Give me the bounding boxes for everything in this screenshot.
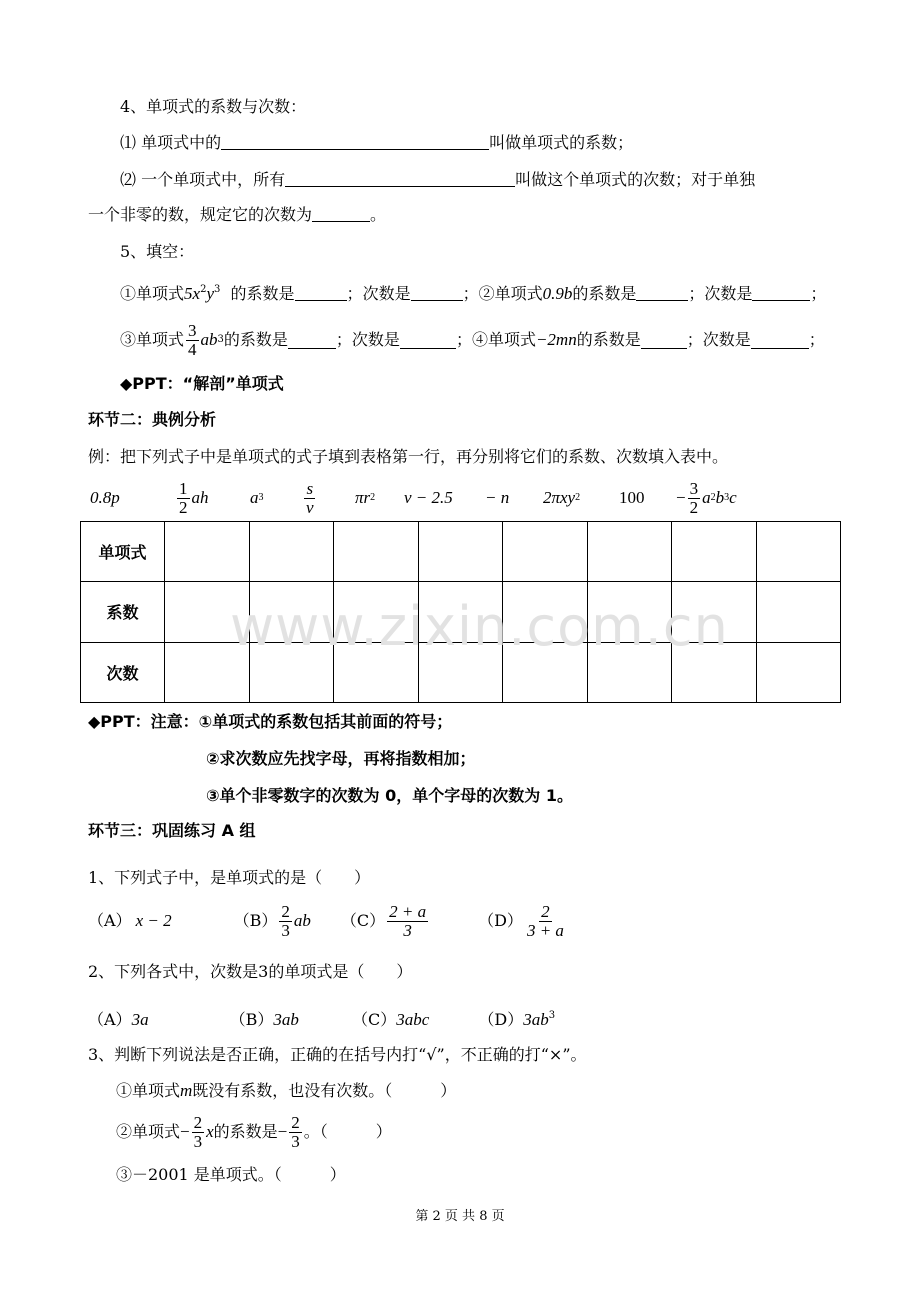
- ppt-note-2: ②求次数应先找字母，再将指数相加；: [206, 749, 476, 768]
- page-footer: 第 2 页 共 8 页: [415, 1209, 505, 1224]
- s4-p2: [120, 168, 755, 192]
- q4-coef-label: 的系数是: [576, 330, 641, 349]
- expr-neg-three-halves: − $\frac{3}{2}$ a 2 b 3 c: [676, 478, 737, 517]
- den: 3: [291, 1131, 300, 1151]
- expr-pi-r-squared: πr 2: [355, 488, 376, 507]
- table-cell[interactable]: [249, 522, 334, 582]
- q3-stem: 3、判断下列说法是否正确，正确的在括号内打“√”，不正确的打“×”。: [88, 1045, 587, 1064]
- q3-fraction: [186, 322, 199, 359]
- q1-pre: ①单项式: [120, 284, 185, 303]
- blank-q3-coef[interactable]: [288, 332, 336, 349]
- row-header-coefficient: 系数: [81, 582, 165, 642]
- math: 3a: [131, 1010, 149, 1029]
- num: 2: [193, 1112, 203, 1132]
- q1-options: [88, 898, 568, 944]
- it: a: [250, 488, 259, 507]
- q2-options: [88, 1008, 555, 1032]
- sec3-title: 环节三：巩固练习 A 组: [88, 821, 256, 840]
- q1-exp2: 3: [213, 284, 221, 295]
- expr-v-minus-2.5: v − 2.5: [404, 488, 453, 507]
- sep: ；: [346, 284, 363, 303]
- sep: ；: [335, 330, 352, 349]
- ppt-note-3: ③单个非零数字的次数为 0，单个字母的次数为 1。: [206, 786, 573, 805]
- row-header-degree: 次数: [81, 642, 165, 702]
- s4-p2-end: 。: [370, 205, 387, 224]
- it: ah: [191, 488, 209, 507]
- blank-q2-coef[interactable]: [636, 284, 688, 301]
- text: −: [676, 488, 686, 507]
- num: 3: [188, 320, 197, 340]
- q3-item-2: [116, 1110, 392, 1154]
- num: 2 + a: [389, 901, 427, 921]
- q2-option-c[interactable]: （C）: [352, 1010, 397, 1029]
- table-cell[interactable]: [756, 522, 841, 582]
- s5-q3: ③单项式 $\frac{3}{4}$ ab 3 的系数是 ； 次数是 ；④单项式 −2mn 的系数是 ； 次数是 ；: [120, 320, 825, 359]
- frac: [192, 1114, 205, 1151]
- frac: [525, 903, 566, 940]
- sep: ；: [688, 284, 705, 303]
- q1-coef-label: 的系数是: [230, 284, 295, 303]
- blank-q4-degree[interactable]: [751, 332, 809, 349]
- blank-q2-degree[interactable]: [752, 284, 810, 301]
- q1-degree-label: 次数是: [362, 284, 411, 303]
- s4-p2-cont: [88, 203, 386, 227]
- math: 3abc: [396, 1010, 430, 1029]
- text: 既没有系数，也没有次数。（ ）: [192, 1081, 457, 1100]
- num: 1: [179, 478, 188, 498]
- table-cell[interactable]: [672, 522, 757, 582]
- num: s: [306, 478, 314, 498]
- expr-100: 100: [619, 488, 645, 507]
- q3-degree-label: 次数是: [351, 330, 400, 349]
- s4-p1-pre: ⑴ 单项式中的: [120, 133, 222, 152]
- q3-item-1: [116, 1079, 456, 1103]
- q4-degree-label: 次数是: [702, 330, 751, 349]
- frac: [688, 480, 701, 517]
- den: 3: [193, 1131, 203, 1151]
- frac: [304, 480, 316, 517]
- table-cell[interactable]: [756, 642, 841, 702]
- expr-a-cubed: a 3: [250, 488, 264, 507]
- sep: ；: [686, 330, 703, 349]
- s4-title: 4、单项式的系数与次数：: [120, 97, 307, 116]
- expr-2pixy2: 2πxy 2: [543, 488, 581, 507]
- table-cell[interactable]: [165, 522, 250, 582]
- table-cell[interactable]: [334, 522, 419, 582]
- q2-option-a[interactable]: （A）: [88, 1010, 132, 1029]
- q1-expr: 5x: [184, 284, 201, 303]
- text: 。（ ）: [303, 1122, 392, 1141]
- it: πr: [355, 488, 371, 507]
- q3-item-3: ③－2001 是单项式。（ ）: [116, 1165, 346, 1184]
- q2-pre: ；②单项式: [462, 284, 543, 303]
- q4-expr: −2mn: [535, 330, 577, 349]
- q2-stem: 2、下列各式中，次数是3的单项式是（ ）: [88, 962, 413, 981]
- blank-q3-degree[interactable]: [400, 332, 456, 349]
- end: ；: [808, 330, 825, 349]
- table-cell[interactable]: [418, 522, 503, 582]
- text: 的系数是: [213, 1122, 278, 1141]
- q1-exp1: 2: [200, 284, 207, 295]
- s4-p2-post: 叫做这个单项式的次数；对于单独: [515, 170, 756, 189]
- text: ②单项式: [116, 1122, 181, 1141]
- blank-q1-degree[interactable]: [411, 284, 463, 301]
- ppt-note-head: ◆PPT：注意：①单项式的系数包括其前面的符号；: [88, 712, 453, 731]
- math: m: [180, 1081, 193, 1100]
- num: 2: [281, 901, 290, 921]
- math: x − 2: [135, 911, 172, 930]
- den: 4: [188, 339, 197, 359]
- it: a: [702, 488, 711, 507]
- q1-stem: 1、下列式子中，是单项式的是（ ）: [88, 868, 371, 887]
- blank-coefficient-def[interactable]: [221, 133, 489, 150]
- s4-p2-cont-text: 一个非零的数，规定它的次数为: [88, 205, 313, 224]
- num: 2: [291, 1112, 300, 1132]
- q1-var: y: [206, 284, 214, 303]
- den: v: [306, 497, 314, 517]
- end: ；: [810, 284, 827, 303]
- frac: [177, 480, 190, 517]
- s4-p1: [120, 131, 633, 155]
- frac: [289, 1114, 302, 1151]
- expr-0.8p: 0.8p: [90, 488, 120, 507]
- blank-q1-coef[interactable]: [295, 284, 347, 301]
- blank-constant-degree[interactable]: [312, 205, 370, 222]
- q2-expr: 0.9b: [542, 284, 573, 303]
- q2-option-d[interactable]: （D）: [478, 1010, 524, 1029]
- table-cell[interactable]: [503, 522, 588, 582]
- it: b: [715, 488, 725, 507]
- it: 2πxy: [543, 488, 576, 507]
- q1-option-b[interactable]: （B）: [233, 911, 278, 930]
- ppt-dissect: ◆PPT：“解剖”单项式: [120, 374, 284, 393]
- expr-s-over-v: [302, 478, 318, 518]
- frac: [387, 903, 428, 940]
- math: ab: [293, 911, 311, 930]
- blank-q4-coef[interactable]: [641, 332, 687, 349]
- q1-option-d[interactable]: （D）: [478, 911, 523, 930]
- q3-coef-label: 的系数是: [223, 330, 288, 349]
- num: 2: [541, 901, 550, 921]
- text: ①单项式: [116, 1081, 181, 1100]
- frac: [279, 903, 292, 940]
- s4-p2-pre: ⑵ 一个单项式中，所有: [120, 170, 286, 189]
- table-cell[interactable]: [756, 582, 841, 642]
- s4-p1-post: 叫做单项式的系数；: [489, 133, 634, 152]
- expr-half-ah: [175, 478, 209, 518]
- den: 3 + a: [526, 920, 564, 940]
- sec2-title: 环节二：典例分析: [88, 410, 217, 429]
- it: c: [729, 488, 737, 507]
- expr-minus-n: − n: [485, 488, 510, 507]
- den: 2: [179, 497, 188, 517]
- num: 3: [689, 478, 699, 498]
- sup: 3: [548, 1010, 556, 1021]
- sec2-example: 例：把下列式子中是单项式的式子填到表格第一行，再分别将它们的系数、次数填入表中。: [88, 447, 729, 466]
- blank-degree-def[interactable]: [285, 170, 515, 187]
- math: x: [206, 1122, 214, 1141]
- q2-option-b[interactable]: （B）: [229, 1010, 274, 1029]
- den: 3: [403, 920, 412, 940]
- row-header-monomial: 单项式: [81, 522, 165, 582]
- q2-degree-label: 次数是: [704, 284, 753, 303]
- q2-coef-label: 的系数是: [572, 284, 637, 303]
- watermark: www.zixin.com.cn: [230, 595, 729, 658]
- q1-option-a[interactable]: （A）: [88, 911, 132, 930]
- q4-pre: ；④单项式: [455, 330, 536, 349]
- math: −: [277, 1122, 288, 1141]
- table-cell[interactable]: [587, 522, 672, 582]
- q3-var: ab: [200, 330, 218, 349]
- math: 3ab: [273, 1010, 299, 1029]
- den: 2: [689, 497, 699, 517]
- math: 3ab: [523, 1010, 549, 1029]
- s5-title: 5、填空：: [120, 242, 195, 261]
- q1-option-c[interactable]: （C）: [340, 911, 386, 930]
- q3-pre: ③单项式: [120, 330, 185, 349]
- math: −: [180, 1122, 190, 1141]
- den: 3: [281, 920, 290, 940]
- s5-q1: [120, 282, 826, 306]
